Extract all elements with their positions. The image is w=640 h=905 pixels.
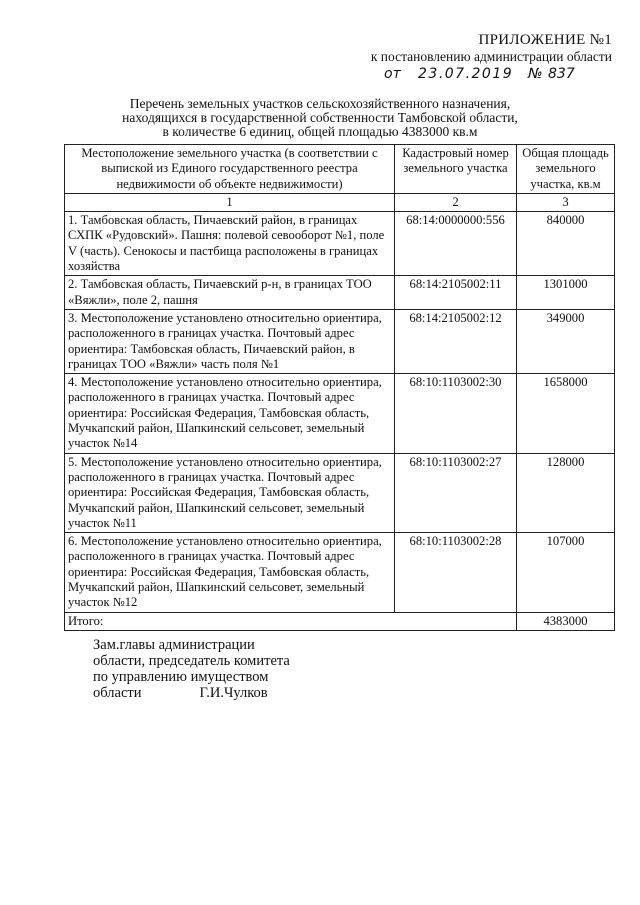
plot-area: 840000 [517,212,615,276]
table-row [65,309,615,373]
document-title [0,97,640,139]
table-row [65,453,615,532]
plot-cadastral-number: 68:10:1103002:28 [395,533,517,612]
column-number: 3 [517,193,615,211]
land-plots-table [64,144,615,631]
column-header-location: Местоположение земельного участка (в соответствии с выпиской из Единого государственного реестра недвижимости об объекте недвижимости) [65,145,395,194]
plot-location: 2. Тамбовская область, Пичаевский р-н, в границах ТОО «Вяжли», поле 2, пашня [65,276,395,310]
title-line-1: Перечень земельных участков сельскохозяйственного назначения, [129,96,511,111]
total-row [65,612,615,630]
plot-area: 1301000 [517,276,615,310]
total-label: Итого: [65,612,517,630]
table-row [65,276,615,310]
signature-line-1: Зам.главы администрации [93,637,255,653]
plot-cadastral-number: 68:14:2105002:11 [395,276,517,310]
table-row [65,533,615,612]
column-header-cadastral: Кадастровый номер земельного участка [395,145,517,194]
title-line-2: находящихся в государственной собственности Тамбовской области, [122,110,518,125]
plot-area: 349000 [517,309,615,373]
plot-location: 3. Местоположение установлено относительно ориентира, расположенного в границах участка. Почтовый адрес ориентира: Тамбовская область, Пичаевский район, в границах ТОО «Вяжли» часть поля №1 [65,309,395,373]
signature-last-line-label: области [93,685,142,701]
plot-location: 5. Местоположение установлено относительно ориентира, расположенного в границах участка. Почтовый адрес ориентира: Российская Федерация, Тамбовская область, Мучкапский район, Шапкинский сельсовет, земельный участок №11 [65,453,395,532]
plot-cadastral-number: 68:14:2105002:12 [395,309,517,373]
signature-line-3: по управлению имуществом [93,669,269,685]
column-header-area: Общая площадь земельного участка, кв.м [517,145,615,194]
signatory-name: Г.И.Чулков [199,685,268,701]
table-row [65,374,615,453]
plot-location: 1. Тамбовская область, Пичаевский район, в границах СХПК «Рудовский». Пашня: полевой севооборот №1, поле V (часть). Сенокосы и пастбища расположены в границах хозяйства [65,212,395,276]
plot-cadastral-number: 68:10:1103002:27 [395,453,517,532]
column-number: 1 [65,193,395,211]
appendix-title: ПРИЛОЖЕНИЕ №1 [478,32,612,48]
plot-location: 6. Местоположение установлено относительно ориентира, расположенного в границах участка. Почтовый адрес ориентира: Российская Федерация, Тамбовская область, Мучкапский район, Шапкинский сельсовет, земельный участок №12 [65,533,395,612]
plot-area: 128000 [517,453,615,532]
column-number-row [65,193,615,211]
total-area: 4383000 [517,612,615,630]
table-header-row [65,145,615,194]
plot-cadastral-number: 68:14:0000000:556 [395,212,517,276]
column-number: 2 [395,193,517,211]
table-row [65,212,615,276]
title-line-3: в количестве 6 единиц, общей площадью 4383000 кв.м [162,124,478,139]
signature-line-2: области, председатель комитета [93,653,290,669]
document-number: 837 [548,66,575,82]
signature-line-4 [93,685,290,701]
signature-block [93,637,290,701]
number-prefix: № [528,66,543,82]
date-prefix: от [384,66,401,82]
plot-cadastral-number: 68:10:1103002:30 [395,374,517,453]
plot-area: 1658000 [517,374,615,453]
appendix-subtitle: к постановлению администрации области [370,49,612,64]
plot-area: 107000 [517,533,615,612]
plot-location: 4. Местоположение установлено относительно ориентира, расположенного в границах участка. Почтовый адрес ориентира: Российская Федерация, Тамбовская область, Мучкапский район, Шапкинский сельсовет, земельный участок №14 [65,374,395,453]
document-date: 23.07.2019 [418,66,514,82]
